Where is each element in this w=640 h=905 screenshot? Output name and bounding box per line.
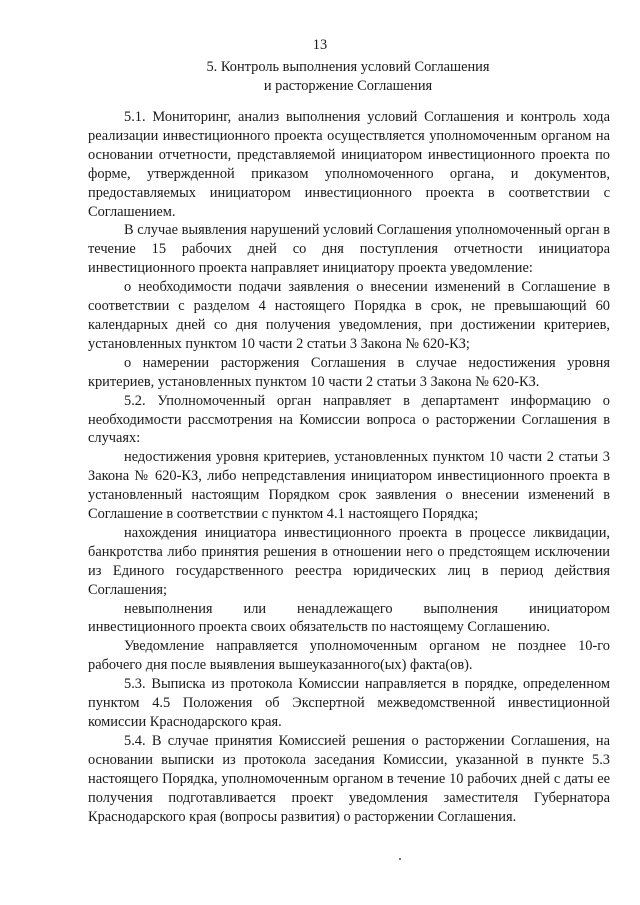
paragraph-amendment-notice: о необходимости подачи заявления о внесении изменений в Соглашение в соответствии с разделом 4 настоящего Порядка в срок, не превышающий 60 календарных дней со дня получения уведомления, при достижении критериев, установленных пунктом 10 части 2 статьи 3 Закона № 620-КЗ; [88,279,610,352]
paragraph-case-criteria: недостижения уровня критериев, установленных пунктом 10 части 2 статьи 3 Закона № 620-КЗ, либо непредставления инициатором инвестиционного проекта в установленный настоящим Порядком срок заявления о внесении изменений в Соглашение в соответствии с пунктом 4.1 настоящего Порядка; [88,449,610,523]
document-body [88,108,610,826]
paragraph-notice-deadline: Уведомление направляется уполномоченным органом не позднее 10-го рабочего дня после выявления вышеуказанного(ых) факта(ов). [88,638,610,674]
paragraph-5-1: 5.1. Мониторинг, анализ выполнения условий Соглашения и контроль хода реализации инвестиционного проекта осуществляется уполномоченным органом на основании отчетности, представляемой инициатором инвестиционного проекта по форме, утвержденной приказом уполномоченного органа, и документов, предоставляемых инициатором инвестиционного проекта в соответствии с Соглашением. [88,109,610,220]
paragraph-5-3: 5.3. Выписка из протокола Комиссии направляется в порядке, определенном пунктом 4.5 Положения об Экспертной межведомственной инвестиционной комиссии Краснодарского края. [88,676,610,730]
section-heading [88,58,608,96]
section-title-line-1: 5. Контроль выполнения условий Соглашения [206,59,490,75]
paragraph-case-liquidation: нахождения инициатора инвестиционного проекта в процессе ликвидации, банкротства либо принятия решения в отношении него о предстоящем исключении из Единого государственного реестра юридических лиц в период действия Соглашения; [88,524,610,598]
section-title-line-2: и расторжение Соглашения [263,77,433,94]
paragraph-case-nonperformance: невыполнения или ненадлежащего выполнения инициатором инвестиционного проекта своих обязательств по настоящему Соглашению. [88,600,610,636]
scan-speck [399,858,401,860]
paragraph-termination-intent: о намерении расторжения Соглашения в случае недостижения уровня критериев, установленных пунктом 10 части 2 статьи 3 Закона № 620-КЗ. [88,354,610,390]
page-number: 13 [312,37,328,53]
paragraph-5-4: 5.4. В случае принятия Комиссией решения о расторжении Соглашения, на основании выписки из протокола заседания Комиссии, указанной в пункте 5.3 настоящего Порядка, уполномоченным органом в течение 10 рабочих дней с даты ее получения подготавливается проект уведомления заместителя Губернатора Краснодарского края (вопросы развития) о расторжении Соглашения. [88,732,610,825]
paragraph-violation-notice: В случае выявления нарушений условий Соглашения уполномоченный орган в течение 15 рабочих дней со дня поступления отчетности инициатора инвестиционного проекта направляет инициатору проекта уведомление: [88,222,610,277]
paragraph-5-2: 5.2. Уполномоченный орган направляет в департамент информацию о необходимости рассмотрения на Комиссии вопроса о расторжении Соглашения в случаях: [88,392,610,447]
